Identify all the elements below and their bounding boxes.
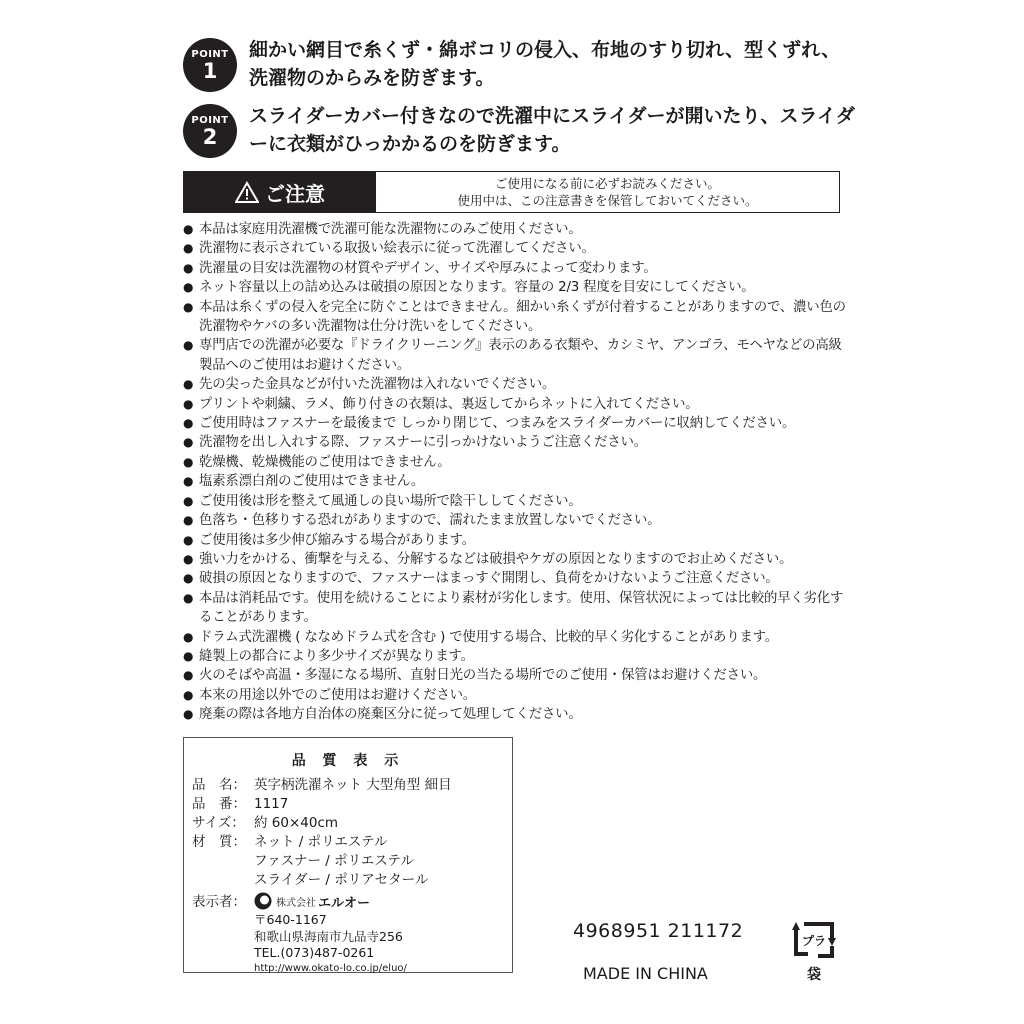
caution-item: ● ご使用時はファスナーを最後まで しっかり閉じて、つまみをスライダーカバーに収納してください。 <box>183 414 848 433</box>
point-2-badge <box>183 104 237 158</box>
notice-title: ご注意 <box>265 181 325 206</box>
quality-row-key: 品 名： <box>192 777 246 793</box>
notice-title-box <box>184 172 376 212</box>
caution-item: ● 専門店での洗濯が必要な『ドライクリーニング』表示のある衣類や、カシミヤ、アンゴラ、モヘヤなどの高級製品へのご使用はお避けください。 <box>183 336 848 375</box>
caution-item: ● 色落ち・色移りする恐れがありますので、濡れたまま放置しないでください。 <box>183 511 848 530</box>
point-2-badge-label: POINT <box>191 114 229 126</box>
recycle-plastic-icon <box>790 918 838 962</box>
recycle-label: 袋 <box>807 967 821 983</box>
caution-item: ● 火のそばや高温・多湿になる場所、直射日光の当たる場所でのご使用・保管はお避けください。 <box>183 666 848 685</box>
caution-item: ● 本品は家庭用洗濯機で洗濯可能な洗濯物にのみご使用ください。 <box>183 220 848 239</box>
quality-row-value: 約 60×40cm <box>254 815 339 831</box>
company-logo-icon <box>254 892 272 910</box>
quality-row-value: 英字柄洗濯ネット 大型角型 細目 <box>254 777 452 793</box>
caution-item: ● 本品は消耗品です。使用を続けることにより素材が劣化します。使用、保管状況によっては比較的早く劣化することがあります。 <box>183 589 848 628</box>
maker-info <box>192 890 504 976</box>
recycle-mark <box>790 918 838 984</box>
recycle-mark-text: プラ <box>801 934 827 948</box>
maker-url: http://www.okato-lo.co.jp/eluo/ <box>254 962 407 974</box>
point-1-badge-number: 1 <box>202 58 218 83</box>
notice-header <box>183 171 840 213</box>
caution-item: ● ご使用後は形を整えて風通しの良い場所で陰干ししてください。 <box>183 492 848 511</box>
maker-key: 表示者： <box>192 894 246 910</box>
quality-row <box>192 776 504 795</box>
point-2-badge-number: 2 <box>202 124 218 149</box>
warning-icon <box>235 181 259 203</box>
quality-row-value: ファスナー / ポリエステル <box>254 853 414 869</box>
maker-postal: 〒640-1167 <box>254 912 327 927</box>
barcode-number: 4968951 211172 <box>573 920 744 942</box>
caution-item: ● 先の尖った金具などが付いた洗濯物は入れないでください。 <box>183 375 848 394</box>
caution-item: ● ご使用後は多少伸び縮みする場合があります。 <box>183 531 848 550</box>
point-2-text: スライダーカバー付きなので洗濯中にスライダーが開いたり、スライダーに衣類がひっかかるのを防ぎます。 <box>249 105 855 155</box>
notice-subtext <box>376 172 839 212</box>
point-1-badge <box>183 38 237 92</box>
caution-item: ● 本品は糸くずの侵入を完全に防ぐことはできません。細かい糸くずが付着することがありますので、濃い色の洗濯物やケバの多い洗濯物は仕分け洗いをしてください。 <box>183 298 848 337</box>
quality-row <box>192 814 504 833</box>
quality-row <box>192 833 504 852</box>
point-1 <box>183 38 859 92</box>
caution-item: ● 洗濯量の目安は洗濯物の材質やデザイン、サイズや厚みによって変わります。 <box>183 259 848 278</box>
caution-item: ● 廃棄の際は各地方自治体の廃棄区分に従って処理してください。 <box>183 705 848 724</box>
maker-company-prefix: 株式会社 <box>276 897 316 909</box>
quality-row-value: スライダー / ポリアセタール <box>254 872 429 888</box>
caution-item: ● 塩素系漂白剤のご使用はできません。 <box>183 472 848 491</box>
quality-row-key: 材 質： <box>192 834 246 850</box>
caution-item: ● 強い力をかける、衝撃を与える、分解するなどは破損やケガの原因となりますのでお止めください。 <box>183 550 848 569</box>
quality-row-key: サイズ： <box>192 815 245 831</box>
point-1-badge-label: POINT <box>191 48 229 60</box>
caution-item: ● 洗濯物を出し入れする際、ファスナーに引っかけないようご注意ください。 <box>183 433 848 452</box>
quality-row-value: ネット / ポリエステル <box>254 834 388 850</box>
caution-item: ● 洗濯物に表示されている取扱い絵表示に従って洗濯してください。 <box>183 239 848 258</box>
notice-sub-line-1: ご使用になる前に必ずお読みください。 <box>494 176 720 191</box>
caution-item: ● 破損の原因となりますので、ファスナーはまっすぐ開閉し、負荷をかけないようご注意ください。 <box>183 569 848 588</box>
quality-row-key <box>192 871 254 890</box>
caution-item: ● 本来の用途以外でのご使用はお避けください。 <box>183 686 848 705</box>
made-in-label: MADE IN CHINA <box>583 964 708 983</box>
maker-tel: TEL.(073)487-0261 <box>254 945 375 960</box>
caution-item: ● 乾燥機、乾燥機能のご使用はできません。 <box>183 453 848 472</box>
quality-label-box <box>183 737 513 973</box>
quality-row-value: 1117 <box>254 796 289 812</box>
quality-title: 品 質 表 示 <box>291 753 405 769</box>
caution-item: ● ドラム式洗濯機 ( ななめドラム式を含む ) で使用する場合、比較的早く劣化することがあります。 <box>183 628 848 647</box>
maker-brand: エルオー <box>318 895 371 911</box>
caution-item: ● プリントや刺繍、ラメ、飾り付きの衣類は、裏返してからネットに入れてください。 <box>183 395 848 414</box>
point-2 <box>183 104 859 158</box>
quality-row-key <box>192 852 254 871</box>
quality-row <box>192 871 504 890</box>
maker-body <box>254 890 407 976</box>
quality-rows <box>192 776 504 890</box>
caution-item: ● 縫製上の都合により多少サイズが異なります。 <box>183 647 848 666</box>
quality-row <box>192 852 504 871</box>
maker-logo-row <box>254 890 407 912</box>
maker-address: 和歌山県海南市九品寺256 <box>254 928 403 944</box>
quality-row <box>192 795 504 814</box>
caution-list <box>183 220 848 725</box>
notice-sub-line-2: 使用中は、この注意書きを保管しておいてください。 <box>457 193 758 208</box>
caution-item: ● ネット容量以上の詰め込みは破損の原因となります。容量の 2/3 程度を目安にしてください。 <box>183 278 848 297</box>
point-1-text: 細かい網目で糸くず・綿ボコリの侵入、布地のすり切れ、型くずれ、洗濯物のからみを防ぎます。 <box>249 39 841 89</box>
quality-row-key: 品 番： <box>192 796 246 812</box>
